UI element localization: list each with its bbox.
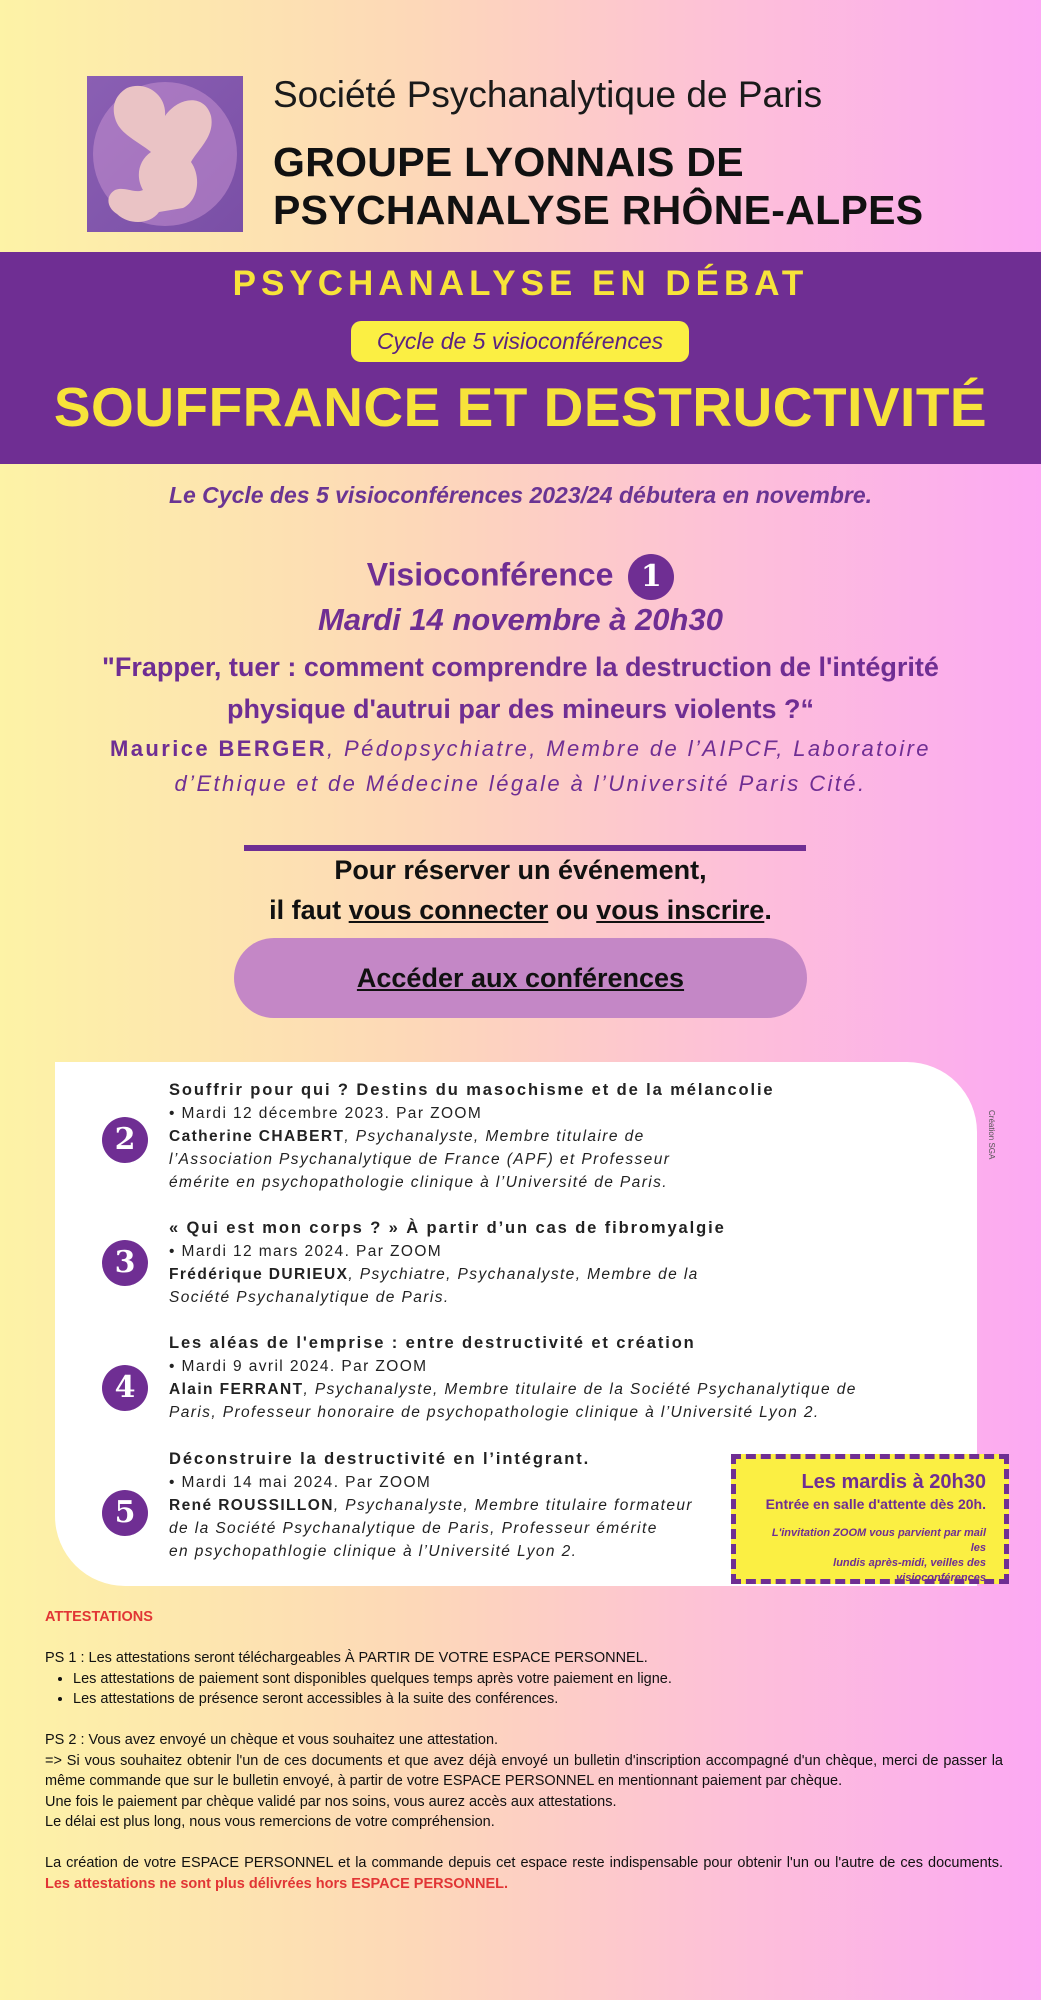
- final-warning: Les attestations ne sont plus délivrées hors ESPACE PERSONNEL.: [45, 1875, 509, 1892]
- conference-date: • Mardi 12 décembre 2023. Par ZOOM: [169, 1105, 483, 1122]
- attestations-section: [45, 1607, 1003, 1894]
- number-badge-4: 4: [102, 1365, 148, 1411]
- conference-date: • Mardi 9 avril 2024. Par ZOOM: [169, 1358, 428, 1375]
- list-item: [169, 1217, 889, 1309]
- first-speaker-role-1: , Pédopsychiatre, Membre de l’AIPCF, Laboratoire: [327, 736, 931, 761]
- signup-link[interactable]: vous inscrire: [596, 895, 765, 925]
- group-name-line2: PSYCHANALYSE RHÔNE-ALPES: [273, 187, 924, 233]
- conference-role: , Psychiatre, Psychanalyste, Membre de la: [348, 1266, 699, 1283]
- login-link[interactable]: vous connecter: [348, 895, 549, 925]
- cycle-badge: Cycle de 5 visioconférences: [351, 321, 689, 362]
- first-conference-label: Visioconférence: [366, 556, 614, 593]
- conference-title: Déconstruire la destructivité en l’intégrant.: [169, 1450, 591, 1468]
- group-name: [273, 138, 923, 234]
- first-conference-heading: [0, 554, 1041, 600]
- cycle-start-note: Le Cycle des 5 visioconférences 2023/24 débutera en novembre.: [168, 482, 873, 508]
- conference-speaker: Catherine CHABERT: [169, 1128, 345, 1145]
- reserve-prefix: il faut: [269, 895, 349, 925]
- conference-speaker: Frédérique DURIEUX: [169, 1266, 349, 1283]
- number-badge-3: 3: [102, 1240, 148, 1286]
- ps2-line3: Une fois le paiement par chèque validé par nos soins, vous aurez accès aux attestations.: [45, 1793, 617, 1810]
- first-title-line1: "Frapper, tuer : comment comprendre la destruction de l'intégrité: [102, 652, 939, 682]
- first-speaker-name: Maurice BERGER: [110, 736, 328, 761]
- conference-speaker: René ROUSSILLON: [169, 1497, 334, 1514]
- invite-note-2: lundis après-midi, veilles des visioconférences: [833, 1557, 986, 1584]
- conference-role: Paris, Professeur honoraire de psychopathologie clinique à l’Université Lyon 2.: [169, 1404, 820, 1421]
- reserve-line1: Pour réserver un événement,: [334, 855, 707, 885]
- number-badge-1: 1: [628, 554, 674, 600]
- reserve-suffix: .: [764, 895, 772, 925]
- list-item: [169, 1332, 959, 1424]
- first-title-line2: physique d'autrui par des mineurs violents ?“: [226, 694, 815, 724]
- first-conference-date: Mardi 14 novembre à 20h30: [318, 602, 723, 637]
- conference-title: Souffrir pour qui ? Destins du masochisme et de la mélancolie: [169, 1081, 775, 1099]
- reserve-notice: [0, 850, 1041, 930]
- list-item: [169, 1448, 769, 1563]
- spp-logo: [87, 76, 243, 232]
- first-conference-title: [60, 646, 981, 730]
- access-conferences-button[interactable]: Accéder aux conférences: [234, 938, 807, 1018]
- ps2-line4: Le délai est plus long, nous vous remercions de votre compréhension.: [45, 1814, 495, 1830]
- org-name: Société Psychanalytique de Paris: [273, 74, 823, 115]
- group-name-line1: GROUPE LYONNAIS DE: [273, 139, 744, 185]
- list-item: [169, 1079, 889, 1194]
- ps1-text: PS 1 : Les attestations seront téléchargeables À PARTIR DE VOTRE ESPACE PERSONNEL.: [45, 1650, 648, 1666]
- ps1-list: [45, 1669, 1003, 1710]
- design-credit: Création SGA: [987, 1110, 996, 1160]
- number-badge-5: 5: [102, 1490, 148, 1536]
- first-conference-speaker: [40, 731, 1001, 801]
- conference-date: • Mardi 12 mars 2024. Par ZOOM: [169, 1243, 443, 1260]
- attestations-heading: ATTESTATIONS: [45, 1609, 153, 1625]
- waiting-room-note: Entrée en salle d'attente dès 20h.: [765, 1496, 986, 1512]
- schedule-info-box: [731, 1454, 1009, 1584]
- conference-date: • Mardi 14 mai 2024. Par ZOOM: [169, 1474, 432, 1491]
- conference-role: Société Psychanalytique de Paris.: [169, 1289, 450, 1306]
- conference-role: , Psychanalyste, Membre titulaire de: [344, 1128, 645, 1145]
- conference-role: en psychopathlogie clinique à l’Université Lyon 2.: [169, 1543, 578, 1560]
- list-item: • Les attestations de présence seront accessibles à la suite des conférences.: [73, 1689, 1003, 1710]
- first-speaker-role-2: d’Ethique et de Médecine légale à l’Université Paris Cité.: [174, 771, 867, 796]
- list-item: • Les attestations de paiement sont disponibles quelques temps après votre paiement en ligne.: [73, 1669, 1003, 1690]
- invite-note-1: L'invitation ZOOM vous parvient par mail les: [771, 1527, 986, 1554]
- conference-speaker: Alain FERRANT: [169, 1381, 304, 1398]
- reserve-middle: ou: [548, 895, 597, 925]
- main-title: SOUFFRANCE ET DESTRUCTIVITÉ: [53, 376, 988, 438]
- banner-kicker: PSYCHANALYSE EN DÉBAT: [232, 264, 809, 303]
- conference-role: de la Société Psychanalytique de Paris, Professeur émérite: [169, 1520, 658, 1537]
- conference-role: émérite en psychopathologie clinique à l’Université de Paris.: [169, 1174, 668, 1191]
- conference-title: Les aléas de l'emprise : entre destructivité et création: [169, 1334, 696, 1352]
- conference-title: « Qui est mon corps ? » À partir d’un cas de fibromyalgie: [169, 1219, 726, 1237]
- number-badge-2: 2: [102, 1117, 148, 1163]
- conference-role: , Psychanalyste, Membre titulaire formateur: [333, 1497, 693, 1514]
- conference-role: , Psychanalyste, Membre titulaire de la Société Psychanalytique de: [303, 1381, 857, 1398]
- ps2-detail: => Si vous souhaitez obtenir l'un de ces documents et que avez déjà envoyé un bulletin d'inscription accompagné d'un chèque, merci de passer la même commande que sur le bulletin envoyé, à partir de votre ESPACE PERSONNEL en mentionnant paiement par chèque.: [45, 1752, 1003, 1789]
- conference-role: l’Association Psychanalytique de France (APF) et Professeur: [169, 1151, 671, 1168]
- final-note: La création de votre ESPACE PERSONNEL et la commande depuis cet espace reste indispensable pour obtenir l'un ou l'autre de ces documents.: [45, 1855, 1003, 1871]
- schedule-time: Les mardis à 20h30: [801, 1471, 986, 1493]
- ps2-text: PS 2 : Vous avez envoyé un chèque et vous souhaitez une attestation.: [45, 1732, 499, 1748]
